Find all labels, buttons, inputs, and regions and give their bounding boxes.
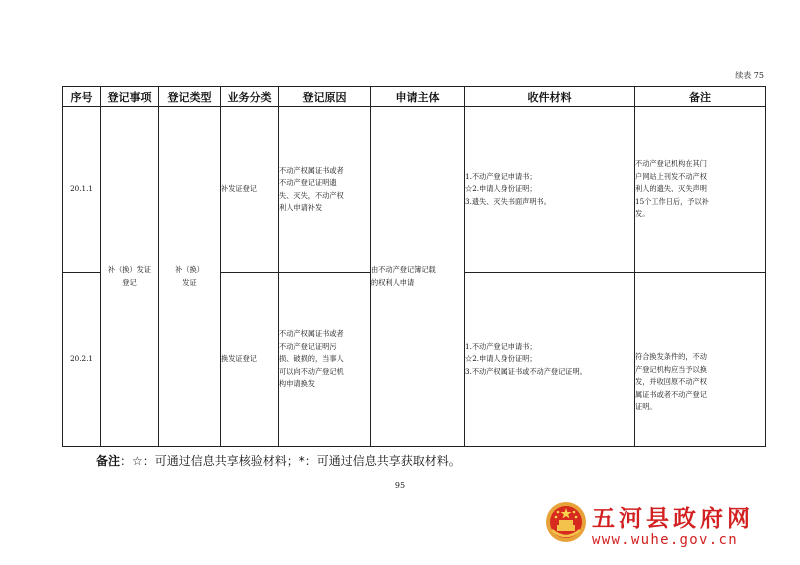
table-header-row xyxy=(63,87,766,107)
cell-notes xyxy=(635,273,766,447)
national-emblem-icon xyxy=(544,500,588,544)
text-line: 补（换）发证 xyxy=(107,265,152,274)
text-line: 1.不动产登记申请书； xyxy=(465,171,537,181)
text-line: 损、破损的，当事人 xyxy=(279,354,344,364)
footnote xyxy=(96,452,461,469)
cell-registration-type xyxy=(159,107,221,447)
text-line: 户网站上刊发不动产权 xyxy=(635,171,707,181)
cell-category: 换发证登记 xyxy=(221,273,279,447)
text-line: 构申请换发 xyxy=(279,379,315,389)
text-line: 不动产登记证明遗 xyxy=(279,178,337,187)
cell-applicant xyxy=(371,107,465,447)
text-line: 发证 xyxy=(182,277,197,287)
text-line: 补（换） xyxy=(175,265,204,274)
cell-registration-item xyxy=(101,107,159,447)
header-registration-item: 登记事项 xyxy=(101,87,159,107)
cell-reason xyxy=(279,273,371,447)
text-line: 由不动产登记簿记载 xyxy=(371,265,436,274)
text-line: 不动产权属证书或者 xyxy=(279,165,344,175)
header-business-category: 业务分类 xyxy=(221,87,279,107)
cell-notes xyxy=(635,107,766,273)
cell-seq: 20.2.1 xyxy=(63,273,101,447)
site-watermark xyxy=(544,498,794,558)
text-line: ☆2.申请人身份证明； xyxy=(465,184,537,194)
text-line: 不动产登记证明污 xyxy=(279,341,337,351)
footnote-label: 备注 xyxy=(96,454,121,468)
text-line: 利人的遗失、灭失声明 xyxy=(635,184,707,194)
registration-table xyxy=(62,86,766,447)
text-line: 失、灭失，不动产权 xyxy=(279,190,344,200)
text-line: 不动产权属证书或者 xyxy=(279,329,344,339)
header-seq: 序号 xyxy=(63,87,101,107)
header-registration-type: 登记类型 xyxy=(159,87,221,107)
cell-category: 补发证登记 xyxy=(221,107,279,273)
header-materials: 收件材料 xyxy=(465,87,635,107)
watermark-site-name: 五河县政府网 xyxy=(592,505,754,532)
text-line: 可以向不动产登记机 xyxy=(279,366,344,376)
text-line: ☆2.申请人身份证明； xyxy=(465,354,537,364)
text-line: 的权利人申请 xyxy=(371,277,415,287)
header-applicant: 申请主体 xyxy=(371,87,465,107)
header-registration-reason: 登记原因 xyxy=(279,87,371,107)
text-line: 产登记机构应当予以换 xyxy=(635,364,707,374)
text-line: 属证书或者不动产登记 xyxy=(635,389,707,399)
page-number: 95 xyxy=(394,481,406,490)
text-line: 15个工作日后，予以补 xyxy=(635,196,709,206)
text-line: 3.不动产权属证书或不动产登记证明。 xyxy=(465,366,587,376)
footnote-text: ：☆：可通过信息共享核验材料；*：可通过信息共享获取材料。 xyxy=(120,454,461,468)
text-line: 利人申请补发 xyxy=(279,203,323,212)
text-line: 证明。 xyxy=(635,402,657,412)
cell-materials xyxy=(465,273,635,447)
header-notes: 备注 xyxy=(635,87,766,107)
cell-materials xyxy=(465,107,635,273)
watermark-site-url: www.wuhe.gov.cn xyxy=(592,532,738,548)
text-line: 1.不动产登记申请书； xyxy=(465,341,537,351)
text-line: 登记 xyxy=(122,277,137,287)
text-line: 符合换发条件的，不动 xyxy=(635,352,707,362)
text-line: 发，并收回原不动产权 xyxy=(635,377,707,387)
text-line: 发。 xyxy=(635,209,650,219)
text-line: 3.遗失、灭失书面声明书。 xyxy=(465,196,551,206)
cell-seq: 20.1.1 xyxy=(63,107,101,273)
continued-table-label: 续表 75 xyxy=(735,71,764,80)
table-row xyxy=(63,107,766,273)
cell-reason xyxy=(279,107,371,273)
text-line: 不动产登记机构在其门 xyxy=(635,159,707,169)
